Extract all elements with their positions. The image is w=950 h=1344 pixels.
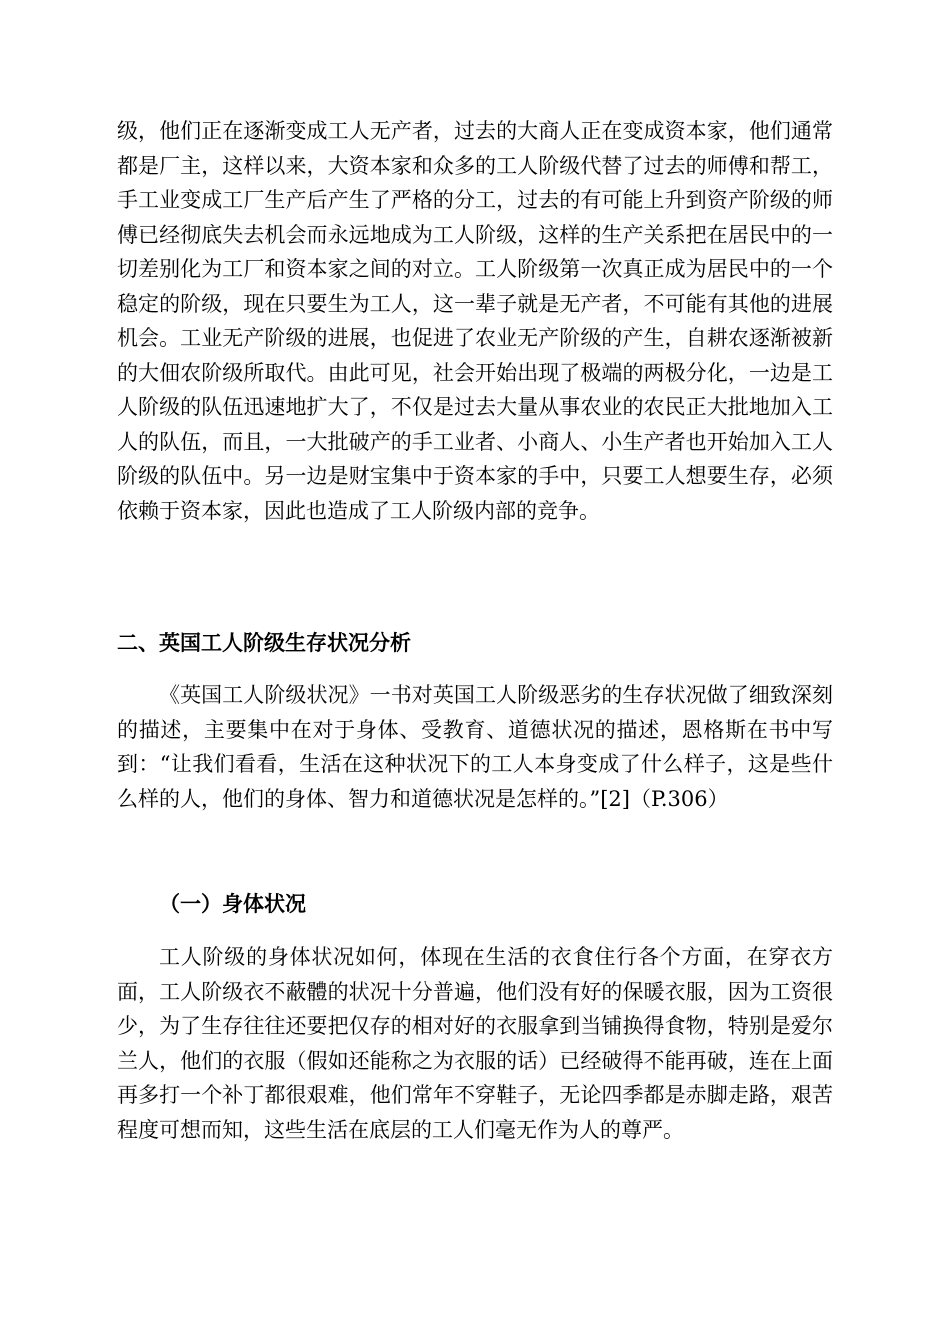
section-heading: 二、英国工人阶级生存状况分析 <box>117 631 411 655</box>
body-paragraph-2: 《英国工人阶级状况》一书对英国工人阶级恶劣的生存状况做了细致深刻的描述，主要集中在对于身体、受教育、道德状况的描述，恩格斯在书中写到：“让我们看看，生活在这种状况下的工人本身变成了什么样子，这是些什么样的人，他们的身体、智力和道德状况是怎样的。”[2]（P.306） <box>117 683 833 811</box>
body-paragraph-3: 工人阶级的身体状况如何，体现在生活的衣食住行各个方面，在穿衣方面，工人阶级衣不蔽體的状况十分普遍，他们没有好的保暖衣服，因为工资很少，为了生存往往还要把仅存的相对好的衣服拿到当铺换得食物，特别是爱尔兰人，他们的衣服（假如还能称之为衣服的话）已经破得不能再破，连在上面再多打一个补丁都很艰难，他们常年不穿鞋子，无论四季都是赤脚走路，艰苦程度可想而知，这些生活在底层的工人们毫无作为人的尊严。 <box>117 945 833 1142</box>
subsection-heading: （一）身体状况 <box>159 891 306 916</box>
body-paragraph-1: 级，他们正在逐渐变成工人无产者，过去的大商人正在变成资本家，他们通常都是厂主，这样以来，大资本家和众多的工人阶级代替了过去的师傅和帮工，手工业变成工厂生产后产生了严格的分工，过去的有可能上升到资产阶级的师傅已经彻底失去机会而永远地成为工人阶级，这样的生产关系把在居民中的一切差别化为工厂和资本家之间的对立。工人阶级第一次真正成为居民中的一个稳定的阶级，现在只要生为工人，这一辈子就是无产者，不可能有其他的进展机会。工业无产阶级的进展，也促进了农业无产阶级的产生，自耕农逐渐被新的大佃农阶级所取代。由此可见，社会开始出现了极端的两极分化，一边是工人阶级的队伍迅速地扩大了，不仅是过去大量从事农业的农民正大批地加入工人的队伍，而且，一大批破产的手工业者、小商人、小生产者也开始加入工人阶级的队伍中。另一边是财宝集中于资本家的手中，只要工人想要生存，必须依赖于资本家，因此也造成了工人阶级内部的竞争。 <box>117 119 833 523</box>
